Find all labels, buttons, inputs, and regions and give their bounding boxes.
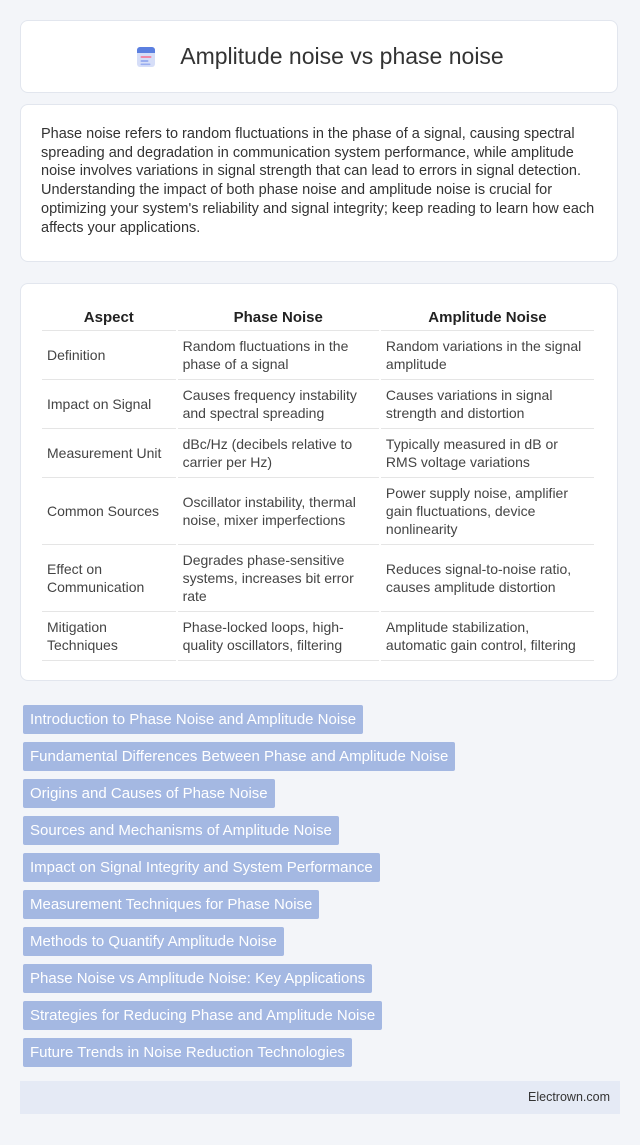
comparison-table-card — [20, 283, 618, 681]
header-phase-noise: Phase Noise — [178, 304, 379, 331]
topic-link-quantify-amplitude-noise[interactable]: Methods to Quantify Amplitude Noise — [23, 927, 284, 956]
intro-text: Phase noise refers to random fluctuations in the phase of a signal, causing spectral spreading and degradation in communication system performance, while amplitude noise involves variations in signal strength that can lead to errors in signal detection. Understanding the impact of both phase noise and amplitude noise is crucial for optimizing your system's reliability and signal integrity; keep reading to learn how each affects your applications. — [41, 126, 595, 236]
title-card — [20, 20, 618, 93]
table-row — [42, 612, 594, 661]
table-cell: Degrades phase-sensitive systems, increases bit error rate — [178, 545, 379, 612]
table-cell: Amplitude stabilization, automatic gain control, filtering — [381, 612, 594, 661]
table-cell: dBc/Hz (decibels relative to carrier per Hz) — [178, 429, 379, 478]
table-row — [42, 478, 594, 545]
table-cell: Power supply noise, amplifier gain fluctuations, device nonlinearity — [381, 478, 594, 545]
topic-link-measurement-techniques[interactable]: Measurement Techniques for Phase Noise — [23, 890, 319, 919]
topic-link-introduction[interactable]: Introduction to Phase Noise and Amplitude Noise — [23, 705, 363, 734]
table-cell: Reduces signal-to-noise ratio, causes amplitude distortion — [381, 545, 594, 612]
table-cell: Random variations in the signal amplitude — [381, 331, 594, 380]
table-cell: Common Sources — [42, 478, 176, 545]
table-cell: Typically measured in dB or RMS voltage variations — [381, 429, 594, 478]
topic-link-key-applications[interactable]: Phase Noise vs Amplitude Noise: Key Applications — [23, 964, 372, 993]
footer-site: Electrown.com — [528, 1090, 610, 1104]
topic-link-impact-signal-integrity[interactable]: Impact on Signal Integrity and System Performance — [23, 853, 380, 882]
table-cell: Oscillator instability, thermal noise, mixer imperfections — [178, 478, 379, 545]
topic-link-future-trends[interactable]: Future Trends in Noise Reduction Technologies — [23, 1038, 352, 1067]
header-amplitude-noise: Amplitude Noise — [381, 304, 594, 331]
header-aspect: Aspect — [42, 304, 176, 331]
table-row — [42, 331, 594, 380]
table-cell: Effect on Communication — [42, 545, 176, 612]
topic-link-sources-amplitude-noise[interactable]: Sources and Mechanisms of Amplitude Noise — [23, 816, 339, 845]
table-cell: Causes frequency instability and spectral spreading — [178, 380, 379, 429]
table-cell: Impact on Signal — [42, 380, 176, 429]
table-row — [42, 380, 594, 429]
intro-card — [20, 104, 618, 262]
topic-links — [23, 705, 455, 1075]
topic-link-reducing-noise[interactable]: Strategies for Reducing Phase and Amplitude Noise — [23, 1001, 382, 1030]
table-cell: Causes variations in signal strength and distortion — [381, 380, 594, 429]
table-header-row — [42, 304, 594, 331]
topic-link-origins-phase-noise[interactable]: Origins and Causes of Phase Noise — [23, 779, 275, 808]
table-row — [42, 429, 594, 478]
table-cell: Mitigation Techniques — [42, 612, 176, 661]
table-cell: Definition — [42, 331, 176, 380]
document-icon — [134, 45, 158, 69]
page-title: Amplitude noise vs phase noise — [180, 43, 504, 69]
table-cell: Random fluctuations in the phase of a signal — [178, 331, 379, 380]
topic-link-fundamental-differences[interactable]: Fundamental Differences Between Phase and Amplitude Noise — [23, 742, 455, 771]
table-row — [42, 545, 594, 612]
table-cell: Measurement Unit — [42, 429, 176, 478]
comparison-table — [40, 304, 596, 661]
footer — [20, 1081, 620, 1114]
table-cell: Phase-locked loops, high-quality oscillators, filtering — [178, 612, 379, 661]
